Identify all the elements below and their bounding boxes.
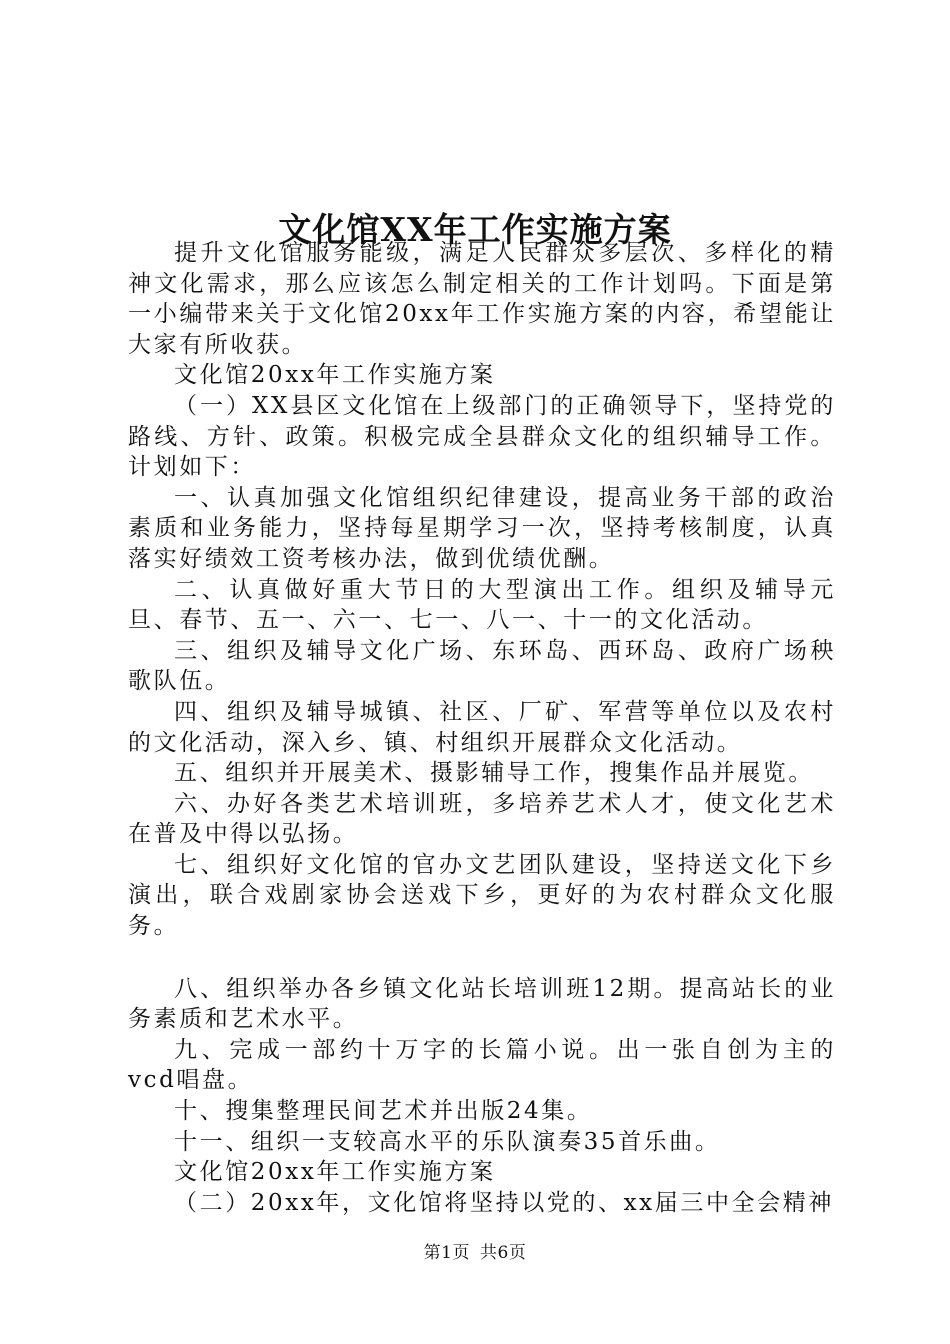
list-item-4: 四、组织及辅导城镇、社区、厂矿、军营等单位以及农村的文化活动，深入乡、镇、村组织开展群众文化活动。: [128, 698, 836, 756]
paragraph-part-one: （一）XX县区文化馆在上级部门的正确领导下，坚持党的路线、方针、政策。积极完成全县群众文化的组织辅导工作。计划如下：: [128, 392, 836, 481]
paragraph-part-two: （二）20xx年，文化馆将坚持以党的、xx届三中全会精神: [174, 1189, 834, 1216]
document-title: 文化馆XX年工作实施方案: [278, 210, 672, 250]
list-item-3: 三、组织及辅导文化广场、东环岛、西环岛、政府广场秧歌队伍。: [128, 637, 836, 695]
document-body: [128, 238, 836, 1218]
list-item-1: 一、认真加强文化馆组织纪律建设，提高业务干部的政治素质和业务能力，坚持每星期学习一次，坚持考核制度，认真落实好绩效工资考核办法，做到优绩优酬。: [128, 484, 836, 572]
list-item-7: 七、组织好文化馆的官办文艺团队建设，坚持送文化下乡演出，联合戏剧家协会送戏下乡，更好的为农村群众文化服务。: [128, 851, 836, 940]
list-item-10: 十、搜集整理民间艺术并出版24集。: [174, 1098, 593, 1125]
section-heading: 文化馆20xx年工作实施方案: [174, 362, 496, 389]
page-total: 共6页: [480, 1243, 527, 1263]
paragraph-intro: 提升文化馆服务能级，满足人民群众多层次、多样化的精神文化需求，那么应该怎么制定相关的工作计划吗。下面是第一小编带来关于文化馆20xx年工作实施方案的内容，希望能让大家有所收获。: [128, 240, 836, 358]
list-item-6: 六、办好各类艺术培训班，多培养艺术人才，使文化艺术在普及中得以弘扬。: [128, 790, 836, 848]
list-item-2: 二、认真做好重大节日的大型演出工作。组织及辅导元旦、春节、五一、六一、七一、八一、十一的文化活动。: [128, 576, 836, 634]
page-number: 第1页: [423, 1243, 470, 1263]
list-item-8: 八、组织举办各乡镇文化站长培训班12期。提高站长的业务素质和艺术水平。: [128, 975, 836, 1033]
section-heading-repeat: 文化馆20xx年工作实施方案: [174, 1159, 496, 1186]
list-item-9: 九、完成一部约十万字的长篇小说。出一张自创为主的vcd唱盘。: [128, 1036, 836, 1094]
list-item-5: 五、组织并开展美术、摄影辅导工作，搜集作品并展览。: [174, 760, 814, 787]
list-item-11: 十一、组织一支较高水平的乐队演奏35首乐曲。: [174, 1128, 721, 1155]
page-footer: [0, 1241, 950, 1265]
